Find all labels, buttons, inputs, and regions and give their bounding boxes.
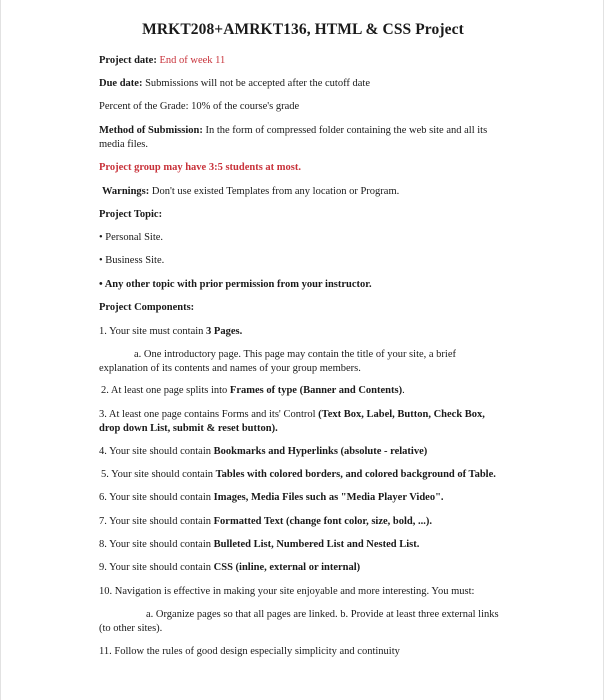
component-4 bbox=[99, 445, 427, 458]
component-10a-line2: (to other sites). bbox=[99, 623, 163, 634]
project-topic-heading: Project Topic: bbox=[99, 209, 163, 220]
component-2-suffix: . bbox=[402, 385, 405, 396]
component-8 bbox=[99, 538, 419, 551]
submission-method-value: In the form of compressed folder containing the web site and all its bbox=[205, 125, 488, 136]
component-9 bbox=[99, 561, 360, 574]
component-7 bbox=[99, 515, 432, 528]
component-6-text: 6. Your site should contain bbox=[99, 492, 214, 503]
component-10a-line1: a. Organize pages so that all pages are linked. b. Provide at least three external links bbox=[146, 609, 499, 620]
submission-method-label: Method of Submission: bbox=[99, 125, 203, 136]
component-3-bold1: (Text Box, Label, Button, Check Box, bbox=[318, 409, 485, 420]
component-8-bold: Bulleted List, Numbered List and Nested List. bbox=[213, 539, 420, 550]
project-date-value: End of week 11 bbox=[159, 55, 226, 66]
component-5-text: 5. Your site should contain bbox=[101, 469, 216, 480]
group-size-note: Project group may have 3:5 students at most. bbox=[99, 162, 302, 173]
component-5 bbox=[101, 468, 496, 481]
topic-item: • Any other topic with prior permission from your instructor. bbox=[99, 279, 372, 290]
component-7-text: 7. Your site should contain bbox=[99, 516, 214, 527]
due-date-line bbox=[99, 77, 370, 90]
component-1a-line1: a. One introductory page. This page may contain the title of your site, a brief bbox=[134, 349, 456, 360]
topic-item: • Business Site. bbox=[99, 255, 165, 266]
project-components-heading: Project Components: bbox=[99, 302, 195, 313]
component-7-bold: Formatted Text (change font color, size, bold, ...). bbox=[213, 516, 432, 527]
component-3-line1 bbox=[99, 408, 485, 421]
warnings-line bbox=[102, 185, 399, 198]
component-1-text: 1. Your site must contain bbox=[99, 326, 207, 337]
component-2-text: 2. At least one page splits into bbox=[101, 385, 230, 396]
component-6 bbox=[99, 491, 444, 504]
topic-item: • Personal Site. bbox=[99, 232, 164, 243]
submission-method-line1 bbox=[99, 124, 487, 137]
component-1 bbox=[99, 325, 242, 338]
due-date-value: Submissions will not be accepted after the cutoff date bbox=[145, 78, 370, 89]
document-title: MRKT208+AMRKT136, HTML & CSS Project bbox=[142, 21, 464, 38]
component-3-line2: drop down List, submit & reset button). bbox=[99, 423, 278, 434]
submission-method-line2: media files. bbox=[99, 139, 148, 150]
component-2 bbox=[101, 384, 405, 397]
component-5-bold: Tables with colored borders, and colored background of Table. bbox=[215, 469, 496, 480]
component-9-text: 9. Your site should contain bbox=[99, 562, 214, 573]
component-11: 11. Follow the rules of good design especially simplicity and continuity bbox=[99, 646, 400, 657]
component-2-bold: Frames of type (Banner and Contents) bbox=[229, 385, 403, 396]
warnings-value: Don't use existed Templates from any location or Program. bbox=[151, 186, 400, 197]
grade-percent: Percent of the Grade: 10% of the course's grade bbox=[99, 101, 300, 112]
component-9-bold: CSS (inline, external or internal) bbox=[213, 562, 361, 573]
component-3-text: 3. At least one page contains Forms and its' Control bbox=[99, 409, 319, 420]
component-4-bold: Bookmarks and Hyperlinks (absolute - relative) bbox=[213, 446, 428, 457]
due-date-label: Due date: bbox=[99, 78, 143, 89]
component-8-text: 8. Your site should contain bbox=[99, 539, 214, 550]
warnings-label: Warnings: bbox=[102, 186, 150, 197]
component-4-text: 4. Your site should contain bbox=[99, 446, 214, 457]
component-1-bold: 3 Pages. bbox=[206, 326, 243, 337]
project-date-label: Project date: bbox=[99, 55, 157, 66]
project-date-line bbox=[99, 54, 225, 67]
component-1a-line2: explanation of its contents and names of your group members. bbox=[99, 363, 361, 374]
component-6-bold: Images, Media Files such as "Media Player Video". bbox=[213, 492, 444, 503]
component-10: 10. Navigation is effective in making your site enjoyable and more interesting. You must: bbox=[99, 586, 475, 597]
